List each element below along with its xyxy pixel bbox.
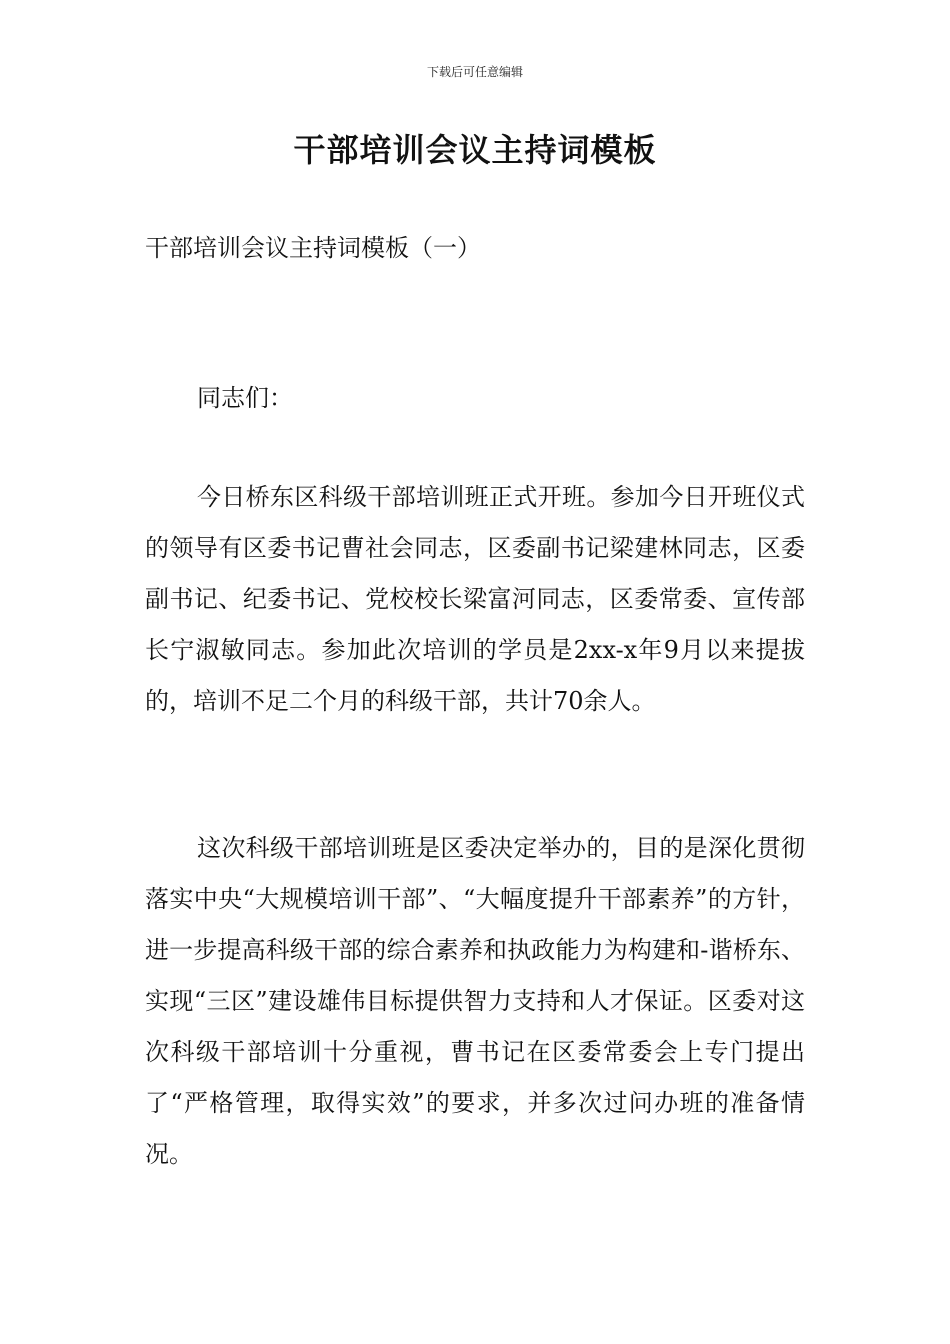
salutation: 同志们： [197,384,293,412]
header-note: 下载后可任意编辑 [426,65,523,79]
document-subtitle: 干部培训会议主持词模板（一） [145,234,481,262]
body-paragraph: 今日桥东区科级干部培训班正式开班。参加今日开班仪式的领导有区委书记曹社会同志，区委副书记梁建林同志，区委副书记、纪委书记、党校校长梁富河同志，区委常委、宣传部长宁淑敏同志。参加此次培训的学员是2xx-x年9月以来提拔的，培训不足二个月的科级干部，共计70余人。 [145,483,805,715]
body-paragraph: 这次科级干部培训班是区委决定举办的，目的是深化贯彻落实中央“大规模培训干部”、“大幅度提升干部素养”的方针，进一步提高科级干部的综合素养和执政能力为构建和-谐桥东、实现“三区”建设雄伟目标提供智力支持和人才保证。区委对这次科级干部培训十分重视，曹书记在区委常委会上专门提出了“严格管理，取得实效”的要求，并多次过问办班的准备情况。 [145,834,805,1168]
document-title: 干部培训会议主持词模板 [293,131,657,169]
